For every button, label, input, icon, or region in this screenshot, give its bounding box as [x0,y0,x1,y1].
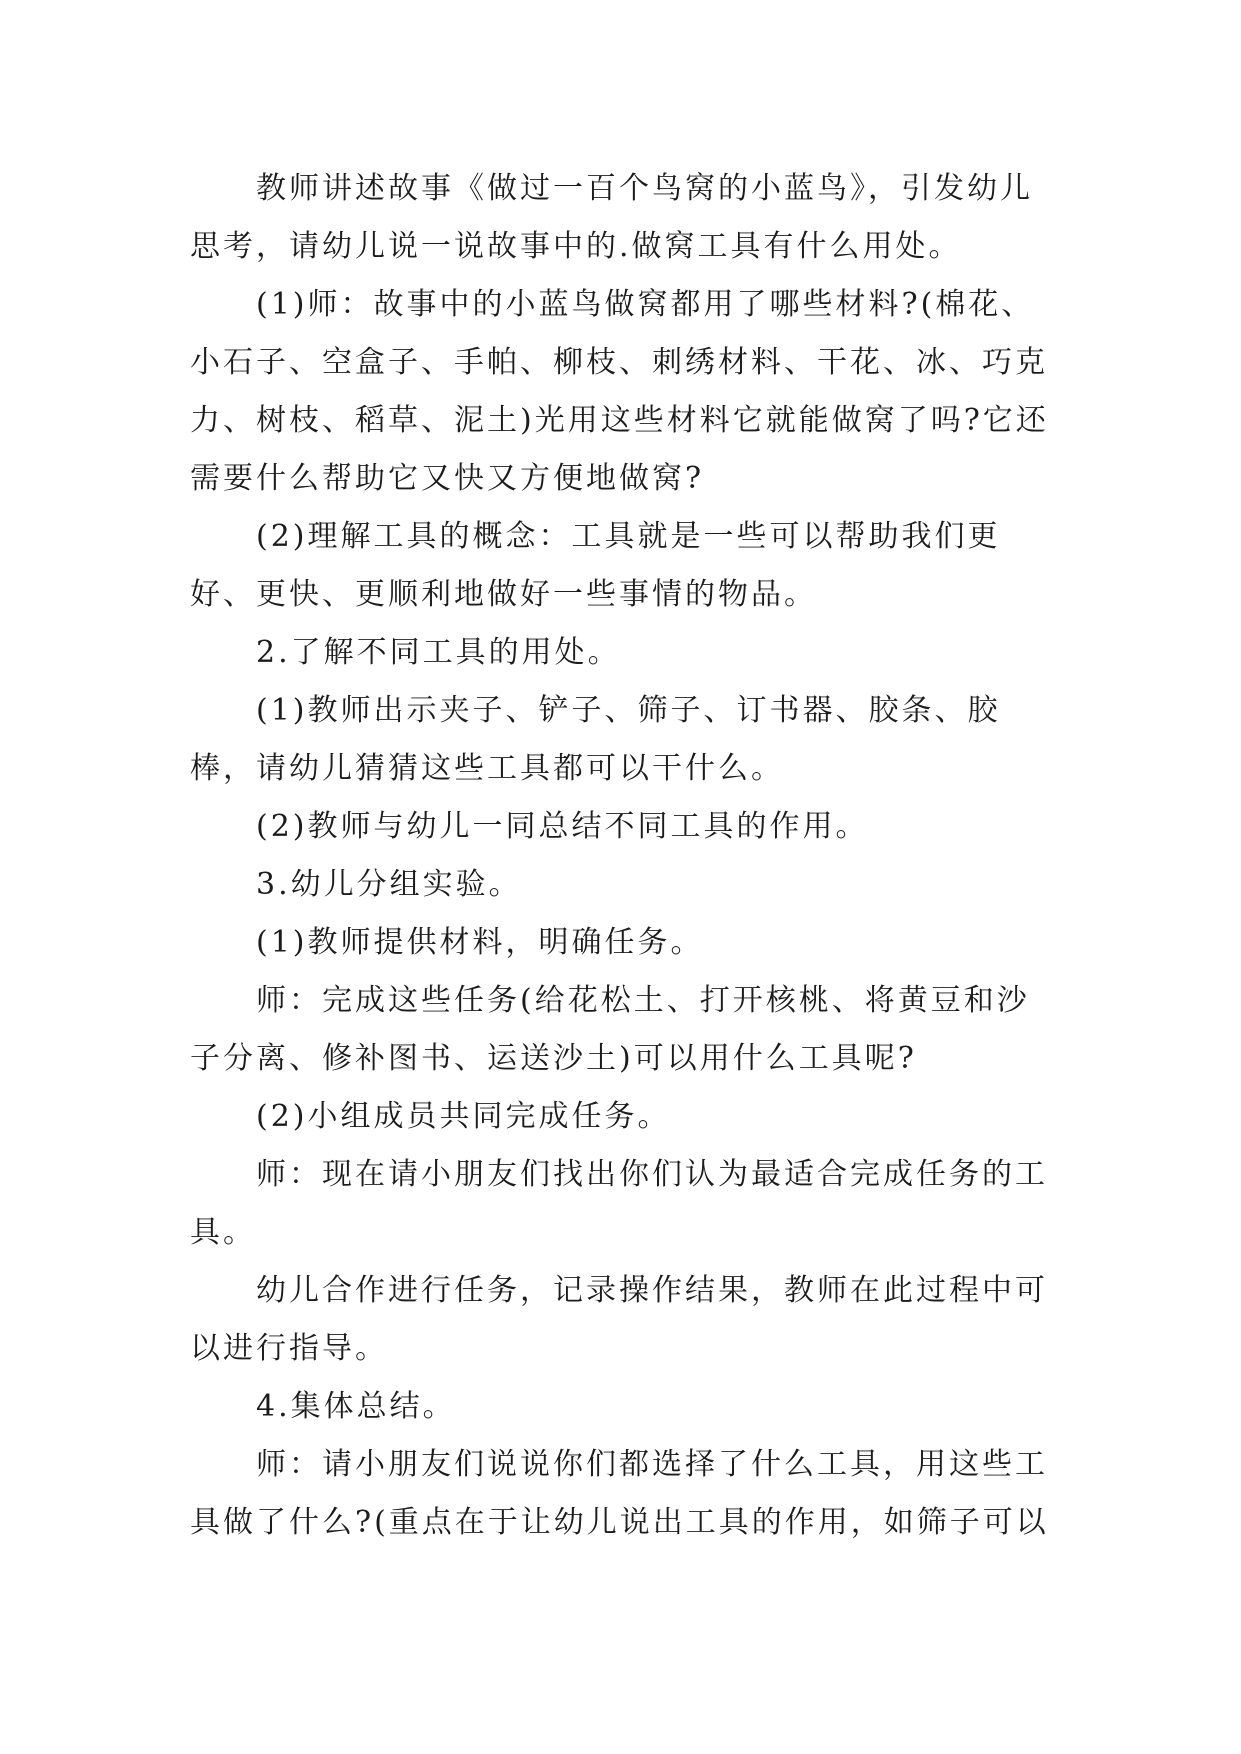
paragraph: (2)小组成员共同完成任务。 [256,1099,671,1134]
paragraph: (1)教师提供材料，明确任务。 [256,925,704,960]
document-body [190,160,1050,1552]
paragraph: 师：完成这些任务(给花松土、打开核桃、将黄豆和沙子分离、修补图书、运送沙土)可以用什么工具呢? [190,983,1030,1076]
paragraph: 3.幼儿分组实验。 [256,867,522,902]
paragraph: (1)教师出示夹子、铲子、筛子、订书器、胶条、胶棒，请幼儿猜猜这些工具都可以干什么。 [190,693,1001,786]
paragraph: (2)理解工具的概念：工具就是一些可以帮助我们更好、更快、更顺利地做好一些事情的物品。 [190,519,1001,612]
paragraph: (2)教师与幼儿一同总结不同工具的作用。 [256,809,869,844]
paragraph: 师：请小朋友们说说你们都选择了什么工具，用这些工具做了什么?(重点在于让幼儿说出工具的作用，如筛子可以 [190,1447,1049,1540]
paragraph: 幼儿合作进行任务，记录操作结果，教师在此过程中可以进行指导。 [190,1273,1048,1366]
paragraph: 4.集体总结。 [256,1389,456,1424]
paragraph: 2.了解不同工具的用处。 [256,635,621,670]
paragraph: 师：现在请小朋友们找出你们认为最适合完成任务的工具。 [190,1157,1048,1250]
paragraph: 教师讲述故事《做过一百个鸟窝的小蓝鸟》，引发幼儿思考，请幼儿说一说故事中的.做窝工具有什么用处。 [190,171,1033,264]
paragraph: (1)师：故事中的小蓝鸟做窝都用了哪些材料?(棉花、小石子、空盒子、手帕、柳枝、刺绣材料、干花、冰、巧克力、树枝、稻草、泥土)光用这些材料它就能做窝了吗?它还需要什么帮助它又快又方便地做窝? [190,287,1049,496]
